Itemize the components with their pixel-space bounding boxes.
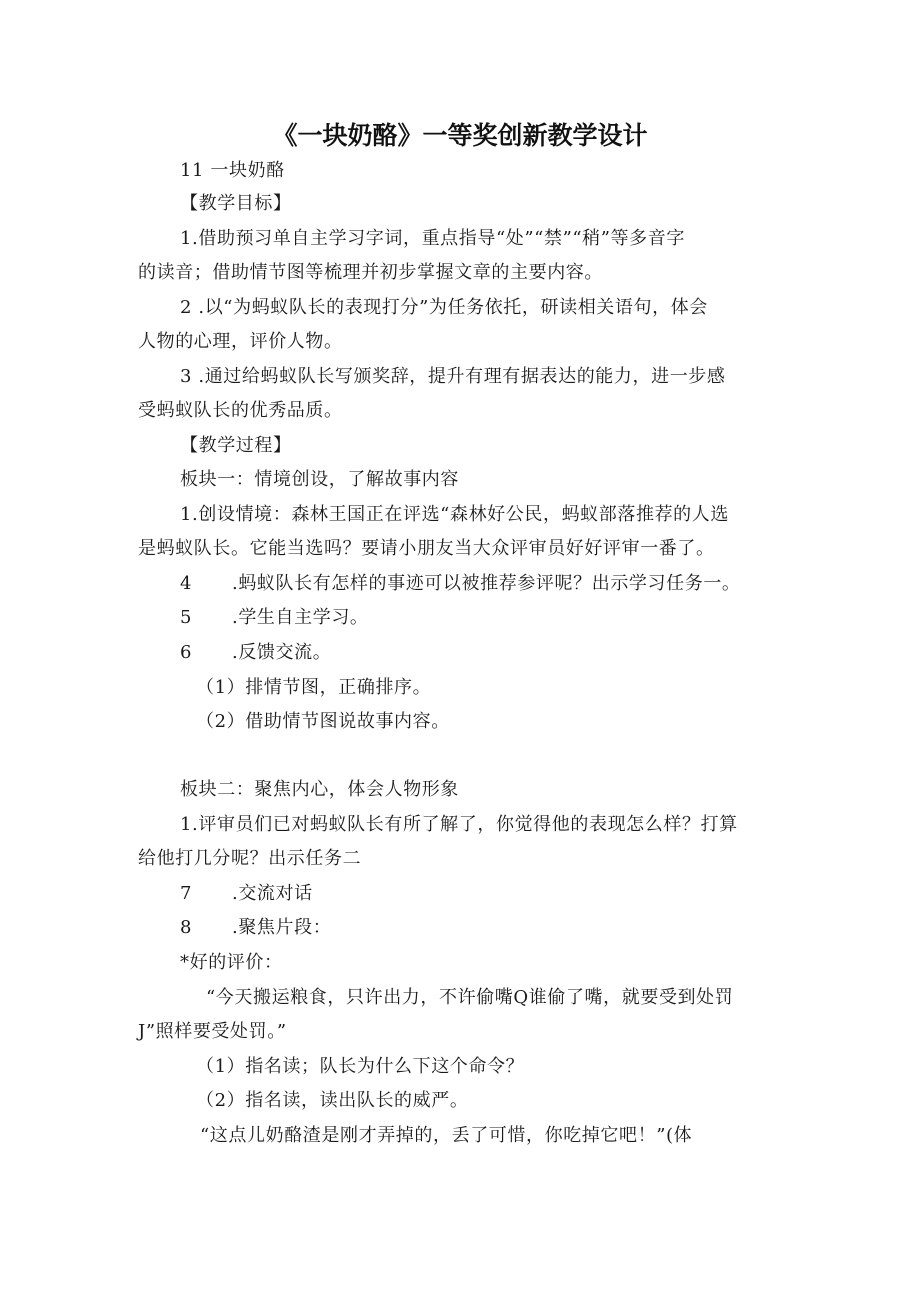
goal-3-line-2: 受蚂蚁队长的优秀品质。 <box>138 400 343 421</box>
block-1-item-4 <box>180 573 741 595</box>
item-number: 4 <box>180 573 193 594</box>
block-1-sub-1: （1）排情节图，正确排序。 <box>196 677 432 698</box>
goal-2-line-2: 人物的心理，评价人物。 <box>138 331 343 352</box>
block-2-item-7 <box>180 883 313 905</box>
item-number: 5 <box>180 607 193 628</box>
document-title: 《一块奶酪》一等奖创新教学设计 <box>272 121 648 150</box>
item-number: 7 <box>180 883 193 904</box>
good-evaluation-label: *好的评价： <box>180 952 283 973</box>
quote-1-line-2: J”照样要受处罚。” <box>138 1021 287 1042</box>
block-2-item-1-line-2: 给他打几分呢？出示任务二 <box>138 848 362 869</box>
block-1-item-1-line-1: 1.创设情境：森林王国正在评选“森林好公民，蚂蚁部落推荐的人选 <box>180 504 729 525</box>
goal-2-line-1: 2 .以“为蚂蚁队长的表现打分”为任务依托，研读相关语句，体会 <box>180 297 708 318</box>
block-1-item-6 <box>180 642 331 664</box>
item-text: .反馈交流。 <box>232 642 332 663</box>
block-2-heading: 板块二：聚焦内心，体会人物形象 <box>180 779 459 800</box>
quote-1-line-1: “今天搬运粮食，只许出力，不许偷嘴Q谁偷了嘴，就要受到处罚 <box>206 987 734 1008</box>
item-text: .学生自主学习。 <box>232 607 369 628</box>
quote-2: “这点儿奶酪渣是刚才弄掉的，丢了可惜，你吃掉它吧！”(体 <box>200 1125 693 1146</box>
block-1-item-1-line-2: 是蚂蚁队长。它能当选吗？要请小朋友当大众评审员好好评审一番了。 <box>138 538 715 559</box>
item-text: .蚂蚁队长有怎样的事迹可以被推荐参评呢？出示学习任务一。 <box>232 573 741 594</box>
goals-heading: 【教学目标】 <box>180 193 292 214</box>
lesson-heading: 11 一块奶酪 <box>180 160 285 181</box>
block-1-sub-2: （2）借助情节图说故事内容。 <box>196 711 450 732</box>
goal-3-line-1: 3 .通过给蚂蚁队长写颁奖辞，提升有理有据表达的能力，进一步感 <box>180 366 726 387</box>
item-number: 6 <box>180 642 193 663</box>
block-1-item-5 <box>180 607 369 629</box>
process-heading: 【教学过程】 <box>180 435 292 456</box>
item-text: .聚焦片段： <box>232 917 332 938</box>
block-2-item-8 <box>180 917 331 939</box>
item-number: 8 <box>180 917 193 938</box>
block-2-item-1-line-1: 1.评审员们已对蚂蚁队长有所了解了，你觉得他的表现怎么样？打算 <box>180 814 738 835</box>
goal-1-line-1: 1.借助预习单自主学习字词，重点指导“处”“禁”“稍”等多音字 <box>180 228 685 249</box>
block-1-heading: 板块一：情境创设，了解故事内容 <box>180 469 459 490</box>
sub-question-2: （2）指名读，读出队长的威严。 <box>196 1090 469 1111</box>
sub-question-1: （1）指名读；队长为什么下这个命令？ <box>196 1056 525 1077</box>
item-text: .交流对话 <box>232 883 313 904</box>
goal-1-line-2: 的读音；借助情节图等梳理并初步掌握文章的主要内容。 <box>138 262 603 283</box>
